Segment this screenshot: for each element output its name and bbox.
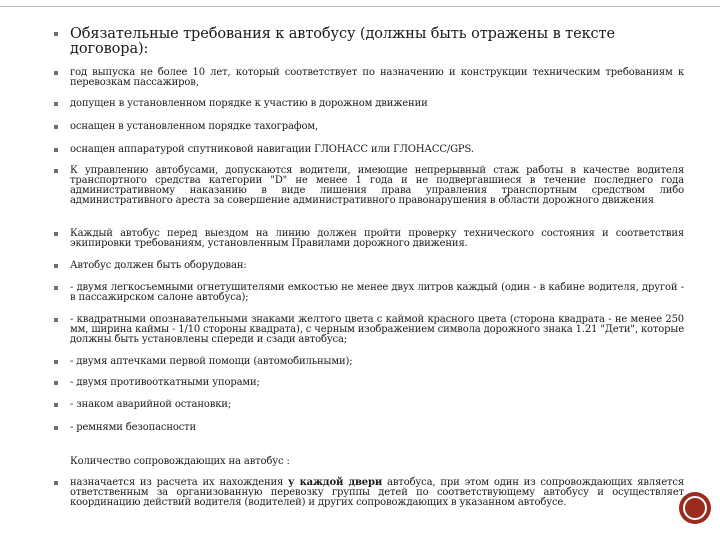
bullet-icon xyxy=(54,125,58,129)
top-rule xyxy=(0,6,720,7)
bullet-icon xyxy=(54,286,58,290)
bullet-icon xyxy=(54,148,58,152)
item-text: - двумя легкосъемными огнетушителями емкостью не менее двух литров каждый (один - в кабине водителя, другой - в пассажирском салоне автобуса); xyxy=(70,282,684,303)
bullet-icon xyxy=(54,426,58,430)
bullet-icon xyxy=(54,264,58,268)
bullet-icon xyxy=(54,169,58,173)
seal-badge-icon xyxy=(679,492,711,524)
bullet-icon xyxy=(54,102,58,106)
item-text: Каждый автобус перед выездом на линию должен пройти проверку технического состояния и соответствия экипировки требованиям, установленным Правилами дорожного движения. xyxy=(70,228,684,249)
bullet-icon xyxy=(54,232,58,236)
item-text-part: автобуса, при этом один из сопровождающих является ответственным за организованную перевозку группы детей по соответствующему автобусу и осуществляет координацию действий водителя (водителей) и других сопровождающих в указанном автобусе. xyxy=(70,477,684,508)
item-text: год выпуска не более 10 лет, который соответствует по назначению и конструкции техническим требованиям к перевозкам пассажиров, xyxy=(70,67,684,88)
item-text: - квадратными опознавательными знаками желтого цвета с каймой красного цвета (сторона квадрата - не менее 250 мм, ширина каймы - 1/10 стороны квадрата), с черным изображением символа дорожного знака 1.21 "Дети", которые должны быть установлены спереди и сзади автобуса; xyxy=(70,314,684,345)
item-text xyxy=(70,478,684,508)
item-text: допущен в установленном порядке к участию в дорожном движении xyxy=(70,98,428,109)
bullet-icon xyxy=(54,381,58,385)
item-text: Автобус должен быть оборудован: xyxy=(70,260,247,271)
item-text: - двумя противооткатными упорами; xyxy=(70,377,260,388)
bullet-icon xyxy=(54,32,58,36)
item-text-bold: у каждой двери xyxy=(288,477,383,488)
item-text: - двумя аптечками первой помощи (автомобильными); xyxy=(70,356,353,367)
item-text: оснащен в установленном порядке тахографом, xyxy=(70,121,318,132)
item-text-part: назначается из расчета их нахождения xyxy=(70,477,289,488)
bullet-icon xyxy=(54,403,58,407)
badge-ring-icon xyxy=(683,496,707,520)
item-text: - ремнями безопасности xyxy=(70,422,197,433)
bullet-icon xyxy=(54,481,58,485)
item-text: оснащен аппаратурой спутниковой навигации ГЛОНАСС или ГЛОНАСС/GPS. xyxy=(70,144,474,155)
bullet-icon xyxy=(54,71,58,75)
escort-heading: Количество сопровождающих на автобус : xyxy=(70,456,290,467)
item-text: - знаком аварийной остановки; xyxy=(70,399,232,410)
item-text: К управлению автобусами, допускаются водители, имеющие непрерывный стаж работы в качестве водителя транспортного средства категории "D" не менее 1 года и не подвергавшиеся в течение последнего года административному наказанию в виде лишения права управления транспортным средством либо административного ареста за совершение административного правонарушения в области дорожного движения xyxy=(70,165,684,206)
bullet-icon xyxy=(54,360,58,364)
slide-title: Обязательные требования к автобусу (должны быть отражены в тексте договора): xyxy=(70,26,615,57)
bullet-icon xyxy=(54,318,58,322)
